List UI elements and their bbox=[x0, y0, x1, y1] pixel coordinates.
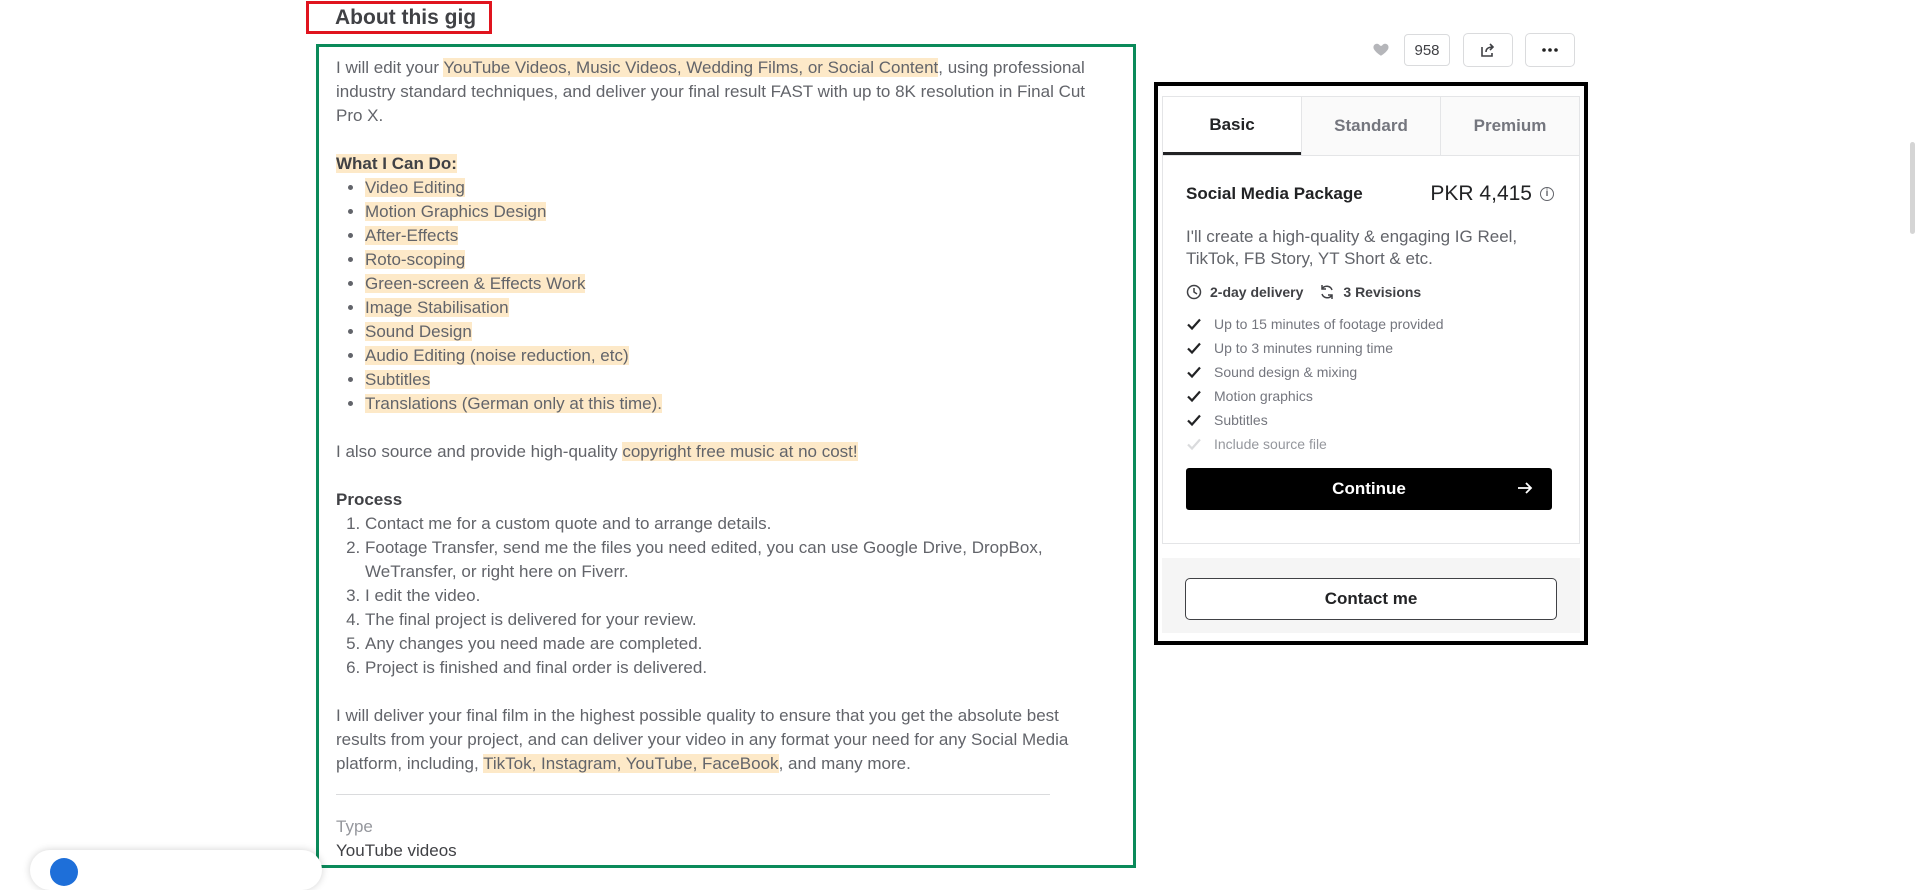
list-item: 3. I edit the video. bbox=[365, 584, 1106, 608]
share-icon bbox=[1480, 42, 1496, 58]
tab-premium[interactable]: Premium bbox=[1440, 97, 1579, 155]
package-name: Social Media Package bbox=[1186, 184, 1363, 203]
list-item: • Video Editing bbox=[365, 176, 1106, 200]
info-icon[interactable]: i bbox=[1540, 187, 1554, 201]
list-item: Motion graphics bbox=[1186, 384, 1554, 408]
process-list bbox=[336, 512, 1106, 680]
refresh-icon bbox=[1319, 284, 1335, 300]
gig-description bbox=[316, 44, 1136, 868]
skills-title: What I Can Do: bbox=[336, 154, 457, 173]
list-item: • After-Effects bbox=[365, 224, 1106, 248]
revisions-count: 3 Revisions bbox=[1343, 284, 1422, 300]
list-item: • Sound Design bbox=[365, 320, 1106, 344]
list-item: Include source file bbox=[1186, 432, 1554, 456]
list-item: • Image Stabilisation bbox=[365, 296, 1106, 320]
intro-paragraph bbox=[336, 56, 1106, 128]
music-paragraph: I also source and provide high-quality copyright free music at no cost! bbox=[336, 442, 858, 461]
list-item: Up to 3 minutes running time bbox=[1186, 336, 1554, 360]
music-highlight: copyright free music at no cost! bbox=[622, 442, 858, 461]
list-item: Sound design & mixing bbox=[1186, 360, 1554, 384]
platforms-highlight: TikTok, Instagram, YouTube, FaceBook bbox=[483, 754, 779, 773]
check-icon bbox=[1186, 340, 1202, 356]
heart-icon[interactable] bbox=[1372, 40, 1390, 58]
more-options-button[interactable] bbox=[1525, 33, 1575, 67]
intro-text: I will edit your bbox=[336, 58, 444, 77]
list-item: Subtitles bbox=[1186, 408, 1554, 432]
list-item: • Green-screen & Effects Work bbox=[365, 272, 1106, 296]
clock-icon bbox=[1186, 284, 1202, 300]
delivery-time: 2-day delivery bbox=[1210, 284, 1304, 300]
share-button[interactable] bbox=[1463, 33, 1513, 67]
package-meta bbox=[1186, 284, 1554, 300]
check-icon bbox=[1186, 316, 1202, 332]
check-icon bbox=[1186, 412, 1202, 428]
list-item: • Translations (German only at this time). bbox=[365, 392, 1106, 416]
list-item: • Audio Editing (noise reduction, etc) bbox=[365, 344, 1106, 368]
arrow-right-icon bbox=[1516, 479, 1534, 497]
closing-paragraph: I will deliver your final film in the highest possible quality to ensure that you get the absolute best results from your project, and can deliver your video in any format your need for any Social Media platform, including, TikTok, Instagram, YouTube, FaceBook, and many more. bbox=[336, 706, 1069, 773]
skills-list bbox=[336, 176, 1106, 416]
features-list bbox=[1186, 312, 1554, 456]
intro-text-end: , using professional industry standard techniques, and deliver your final result FAST with up to 8K resolution in Final Cut Pro X. bbox=[336, 58, 1086, 125]
chat-avatar[interactable] bbox=[50, 858, 78, 886]
list-item: 6. Project is finished and final order is delivered. bbox=[365, 656, 1106, 680]
about-heading-box bbox=[306, 1, 492, 34]
list-item: 5. Any changes you need made are completed. bbox=[365, 632, 1106, 656]
tab-basic[interactable]: Basic bbox=[1163, 97, 1301, 155]
about-title: About this gig bbox=[335, 5, 477, 29]
intro-highlight: YouTube Videos, Music Videos, Wedding Films, or Social Content bbox=[443, 58, 939, 77]
package-description: I'll create a high-quality & engaging IG Reel, TikTok, FB Story, YT Short & etc. bbox=[1186, 227, 1518, 268]
tab-standard[interactable]: Standard bbox=[1301, 97, 1440, 155]
list-item: • Subtitles bbox=[365, 368, 1106, 392]
package-tabs bbox=[1163, 97, 1579, 156]
list-item: Up to 15 minutes of footage provided bbox=[1186, 312, 1554, 336]
list-item: • Roto-scoping bbox=[365, 248, 1106, 272]
package-card bbox=[1162, 96, 1580, 544]
contact-me-button[interactable]: Contact me bbox=[1185, 578, 1557, 620]
process-title: Process bbox=[336, 490, 403, 509]
list-item: 2. Footage Transfer, send me the files you need edited, you can use Google Drive, DropBox, WeTransfer, or right here on Fiverr. bbox=[365, 536, 1106, 584]
package-panel bbox=[1154, 82, 1588, 645]
description-content bbox=[336, 56, 1106, 863]
divider bbox=[336, 794, 1050, 795]
type-label: Type bbox=[336, 817, 373, 836]
likes-count: 958 bbox=[1404, 34, 1450, 66]
package-body bbox=[1186, 155, 1554, 510]
check-icon bbox=[1186, 436, 1202, 452]
package-price: PKR 4,415 i bbox=[1430, 182, 1554, 206]
list-item: • Motion Graphics Design bbox=[365, 200, 1106, 224]
list-item: 1. Contact me for a custom quote and to arrange details. bbox=[365, 512, 1106, 536]
check-icon bbox=[1186, 364, 1202, 380]
continue-button[interactable]: Continue bbox=[1186, 468, 1552, 510]
check-icon bbox=[1186, 388, 1202, 404]
list-item: 4. The final project is delivered for your review. bbox=[365, 608, 1106, 632]
scrollbar-thumb[interactable] bbox=[1910, 142, 1915, 234]
type-value: YouTube videos bbox=[336, 841, 457, 860]
more-horizontal-icon bbox=[1542, 48, 1558, 52]
contact-section bbox=[1162, 558, 1580, 633]
